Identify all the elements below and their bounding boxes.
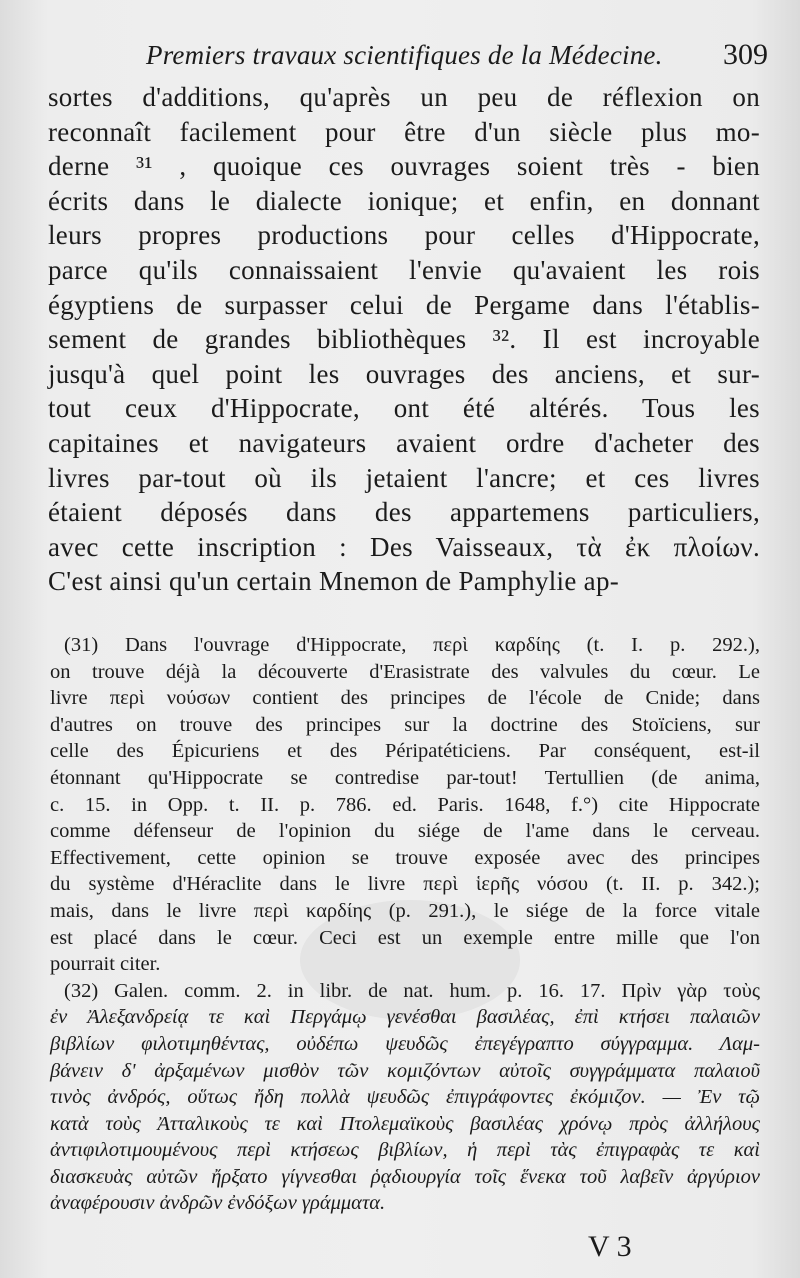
text-line: tout ceux d'Hippocrate, ont été altérés. Tous les xyxy=(48,393,760,424)
footnote-line: Effectivement, cette opinion se trouve exposée avec des principes xyxy=(50,846,760,869)
running-title: Premiers travaux scientifiques de la Médecine. xyxy=(146,40,663,70)
text-line: égyptiens de surpasser celui de Pergame dans l'établis- xyxy=(48,289,760,320)
footnote-line: βάνειν δ' ἀρξαμένων μισθὸν τῶν κομιζόντων αὐτοῖς συγγράμματα παλαιοῦ xyxy=(50,1059,760,1082)
signature-mark: V 3 xyxy=(588,1230,632,1263)
footnote-line: comme défenseur de l'opinion du siége de l'ame dans le cerveau. xyxy=(50,820,760,843)
page-header xyxy=(140,36,772,76)
footnote-line: du système d'Héraclite dans le livre περὶ ἱερῆς νόσου (t. II. p. 342.); xyxy=(50,873,760,896)
footnote-line: livre περὶ νούσων contient des principes de l'école de Cnide; dans xyxy=(50,687,760,710)
text-line: derne ³¹ , quoique ces ouvrages soient très - bien xyxy=(48,151,760,182)
footnote-32 xyxy=(50,978,760,1217)
text-line: jusqu'à quel point les ouvrages des anciens, et sur- xyxy=(48,358,760,389)
text-line: écrits dans le dialecte ionique; et enfin, en donnant xyxy=(48,185,760,216)
footnote-line: διασκευὰς αὐτῶν ἤρξατο γίγνεσθαι ῥᾳδιουργία τοῖς ἕνεκα τοῦ λαβεῖν ἀργύριον xyxy=(50,1165,760,1188)
text-line: leurs propres productions pour celles d'Hippocrate, xyxy=(48,220,760,251)
text-line: livres par-tout où ils jetaient l'ancre; et ces livres xyxy=(48,462,760,493)
text-line: capitaines et navigateurs avaient ordre d'acheter des xyxy=(48,427,760,458)
footnote-line: étonnant qu'Hippocrate se contredise par-tout! Tertullien (de anima, xyxy=(50,766,760,789)
text-line: parce qu'ils connaissaient l'envie qu'avaient les rois xyxy=(48,254,760,285)
text-line: sortes d'additions, qu'après un peu de réflexion on xyxy=(48,82,760,112)
footnote-line: est placé dans le cœur. Ceci est un exemple entre mille que l'on xyxy=(50,926,760,949)
footnotes xyxy=(50,632,760,1217)
footnote-line: βιβλίων φιλοτιμηθέντας, οὐδέπω ψευδῶς ἐπεγέγραπτο σύγγραμμα. Λαμ- xyxy=(50,1032,760,1055)
footnote-line: d'autres on trouve des principes sur la doctrine des Stoïciens, sur xyxy=(50,713,760,736)
footnote-line: ἀντιφιλοτιμουμένους περὶ κτήσεως βιβλίων, ἡ περὶ τὰς ἐπιγραφὰς τε καὶ xyxy=(50,1139,760,1162)
text-line: avec cette inscription : Des Vaisseaux, τὰ ἐκ πλοίων. xyxy=(48,531,760,562)
footnote-line: on trouve déjà la découverte d'Erasistrate des valvules du cœur. Le xyxy=(50,660,760,683)
footnote-line: ἀναφέρουσιν ἀνδρῶν ἐνδόξων γράμματα. xyxy=(50,1192,386,1215)
text-line: reconnaît facilement pour être d'un siècle plus mo- xyxy=(48,116,760,147)
footnote-line: pourrait citer. xyxy=(50,953,161,976)
footnote-line: celle des Épicuriens et des Péripatéticiens. Par conséquent, est-il xyxy=(50,740,760,763)
footnote-line: mais, dans le livre περὶ καρδίης (p. 291.), le siége de la force vitale xyxy=(50,899,760,922)
text-line: étaient déposés dans des appartemens particuliers, xyxy=(48,497,760,528)
main-text xyxy=(48,80,760,599)
footnote-line: c. 15. in Opp. t. II. p. 786. ed. Paris. 1648, f.°) cite Hippocrate xyxy=(50,793,760,816)
page-number: 309 xyxy=(723,38,768,71)
footnote-line: (31) Dans l'ouvrage d'Hippocrate, περὶ καρδίης (t. I. p. 292.), xyxy=(64,634,760,656)
text-line: sement de grandes bibliothèques ³². Il est incroyable xyxy=(48,324,760,355)
footnote-line: τινὸς ἀνδρός, οὕτως ἤδη πολλὰ ψευδῶς ἐπιγράφοντες ἐκόμιζον. — Ἐν τῷ xyxy=(50,1086,760,1109)
footnote-line: ἐν Ἀλεξανδρείᾳ τε καὶ Περγάμῳ γενέσθαι βασιλέας, ἐπὶ κτήσει παλαιῶν xyxy=(50,1006,760,1029)
footnote-line: κατὰ τοὺς Ἀτταλικοὺς τε καὶ Πτολεμαϊκοὺς βασιλέας χρόνῳ πρὸς ἀλλήλους xyxy=(50,1112,760,1135)
footnote-31 xyxy=(50,632,760,978)
text-line: C'est ainsi qu'un certain Mnemon de Pamphylie ap- xyxy=(48,566,620,597)
footnote-line: (32) Galen. comm. 2. in libr. de nat. hum. p. 16. 17. Πρὶν γὰρ τοὺς xyxy=(64,979,760,1002)
